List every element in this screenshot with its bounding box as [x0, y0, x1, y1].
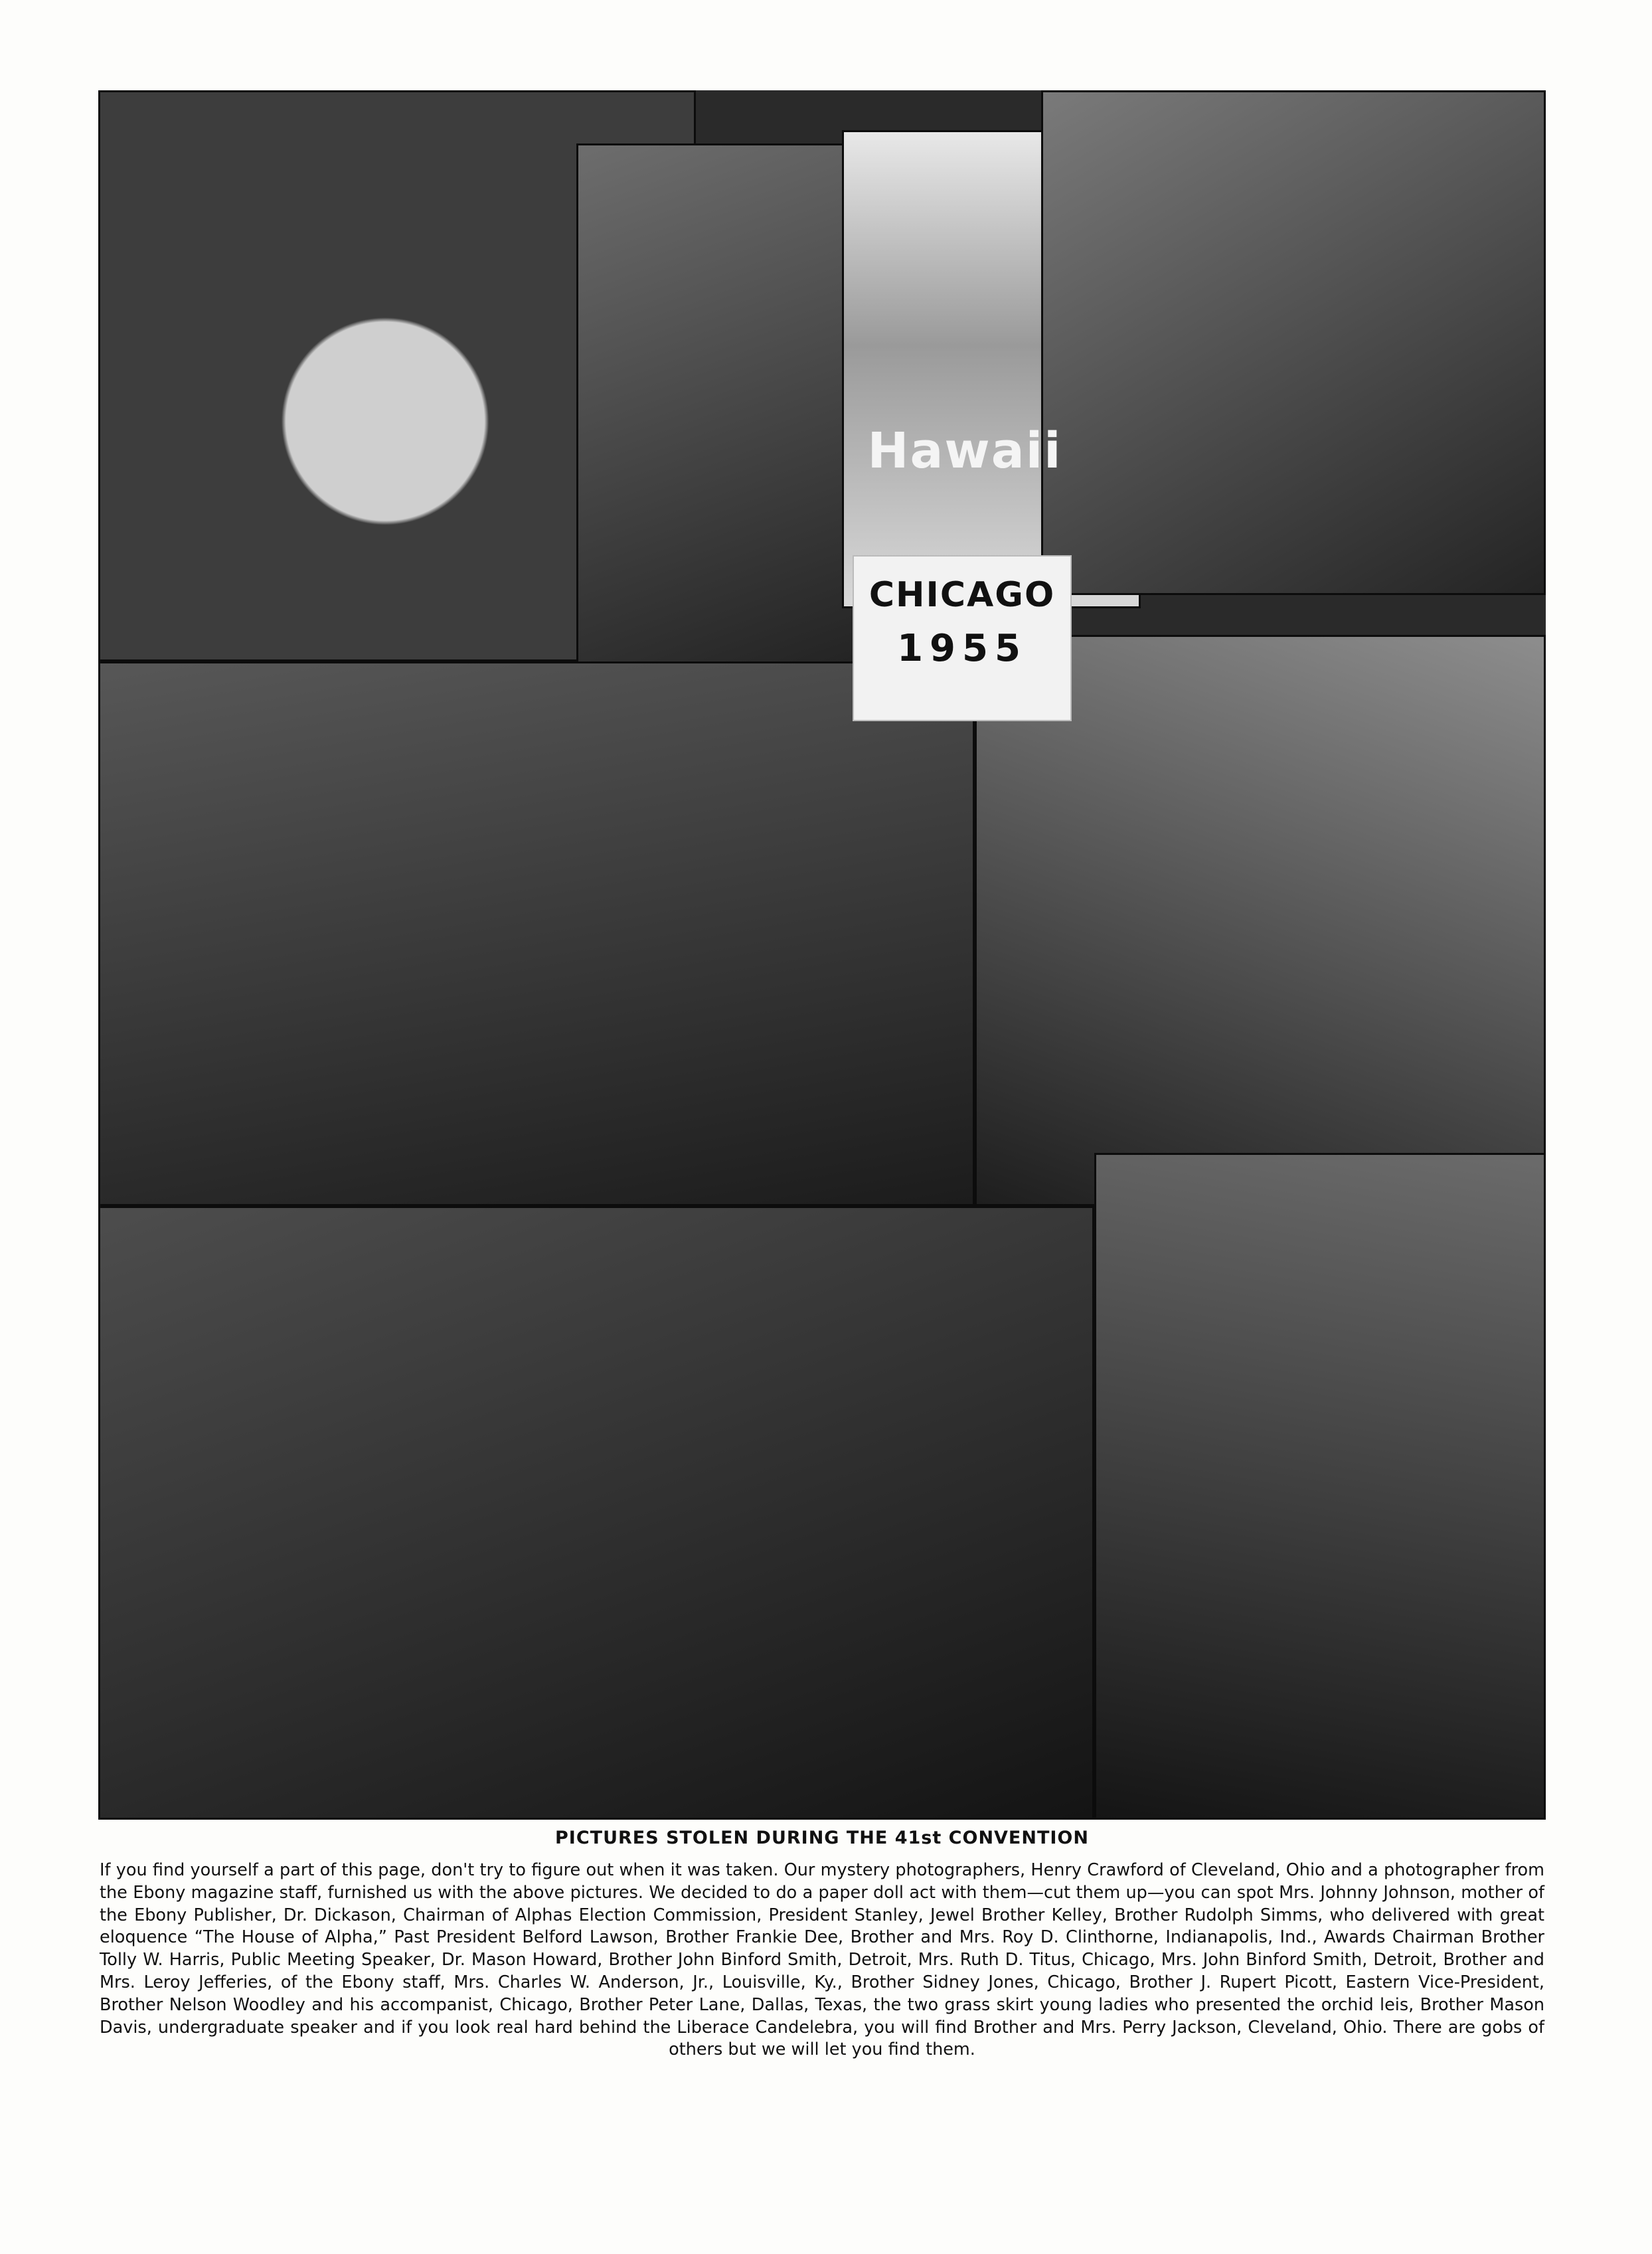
photo-trophy-presentation: [98, 1206, 1094, 1820]
caption-body: If you find yourself a part of this page, don't try to figure out when it was taken. Our mystery photographers, Henry Crawford of Cleveland, Ohio and a photographer from the Ebony magazine staff, furnished us with the above pictures. We decided to do a paper doll act with them—cut them up—you can spot Mrs. Johnny Johnson, mother of the Ebony Publisher, Dr. Dickason, Chairman of Alphas Election Commission, President Stanley, Jewel Brother Kelley, Brother Rudolph Simms, who delivered with great eloquence “The House of Alpha,” Past President Belford Lawson, Brother Frankie Dee, Brother and Mrs. Roy D. Clinthorne, Indianapolis, Ind., Awards Chairman Brother Tolly W. Harris, Public Meeting Speaker, Dr. Mason Howard, Brother John Binford Smith, Detroit, Mrs. Ruth D. Titus, Chicago, Mrs. John Binford Smith, Detroit, Brother and Mrs. Leroy Jefferies, of the Ebony staff, Mrs. Charles W. Anderson, Jr., Louisville, Ky., Brother Sidney Jones, Chicago, Brother J. Rupert Picott, Eastern Vice-President, Brother Nelson Woodley and his accompanist, Chicago, Brother Peter Lane, Dallas, Texas, the two grass skirt young ladies who presented the orchid leis, Brother Mason Davis, undergraduate speaker and if you look real hard behind the Liberace Candelebra, you will find Brother and Mrs. Perry Jackson, Cleveland, Ohio. There are gobs of others but we will let you find them.: [100, 1860, 1544, 2060]
photo-banquet-table: [98, 661, 975, 1206]
sign-year: 1955: [897, 627, 1027, 670]
photo-collage: [98, 90, 1546, 1820]
sign-city: CHICAGO: [868, 575, 1056, 615]
photo-guests-standing: [1094, 1153, 1546, 1820]
chicago-1955-sign: [853, 555, 1072, 721]
caption-title: PICTURES STOLEN DURING THE 41st CONVENTION: [555, 1828, 1089, 1848]
hawaii-banner-text: Hawaii: [867, 422, 1062, 479]
photo-speaker-podium: [1041, 90, 1546, 595]
